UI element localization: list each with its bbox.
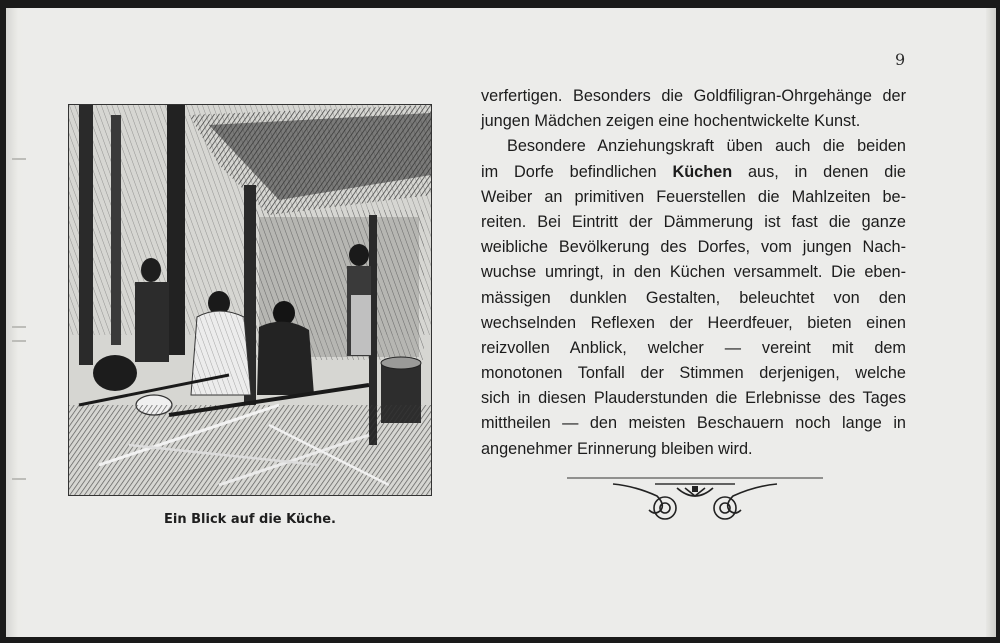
- text-line: mittheilen — den meisten Beschauern noch lange in: [481, 414, 906, 433]
- page-binding: [6, 8, 28, 637]
- text-line: reiten. Bei Eintritt der Dämmerung ist fast die ganze: [481, 212, 906, 231]
- binding-stitch: [12, 478, 26, 480]
- text-line: wechselnden Reflexen der Heerdfeuer, bieten einen: [481, 313, 906, 332]
- figure-caption: Ein Blick auf die Küche.: [164, 512, 336, 527]
- binding-stitch: [12, 340, 26, 342]
- body-text: [481, 84, 906, 462]
- kitchen-illustration: [68, 104, 432, 496]
- binding-stitch: [12, 326, 26, 328]
- page-number: 9: [895, 50, 906, 69]
- text-line: Weiber an primitiven Feuerstellen die Mahlzeiten be-: [481, 187, 906, 206]
- text-line: wuchse umringt, in den Küchen versammelt. Die eben-: [481, 263, 906, 282]
- binding-stitch: [12, 158, 26, 160]
- text-line: [481, 160, 906, 185]
- text-line: mässigen dunklen Gestalten, beleuchtet von den: [481, 288, 906, 307]
- text-segment: im Dorfe befindlichen: [481, 162, 673, 181]
- page-edge: [986, 8, 996, 637]
- text-line: Besondere Anziehungskraft üben auch die beiden: [507, 137, 906, 156]
- text-line: angenehmer Erinnerung bleiben wird.: [481, 439, 753, 458]
- emphasis-kuechen: Küchen: [672, 162, 733, 181]
- text-line: reizvollen Anblick, welcher — vereint mit dem: [481, 338, 906, 357]
- text-line: jungen Mädchen zeigen eine hochentwickelte Kunst.: [481, 112, 861, 131]
- decorative-ornament-icon: [565, 474, 825, 534]
- text-line: sich in diesen Plauderstunden die Erlebnisse des Tages: [481, 389, 906, 408]
- text-segment: aus, in denen die: [732, 162, 906, 181]
- text-line: verfertigen. Besonders die Goldfiligran-Ohrgehänge der: [481, 87, 906, 105]
- text-line: weibliche Bevölkerung des Dorfes, vom jungen Nach-: [481, 238, 906, 257]
- text-line: monotonen Tonfall der Stimmen derjenigen, welche: [481, 364, 906, 383]
